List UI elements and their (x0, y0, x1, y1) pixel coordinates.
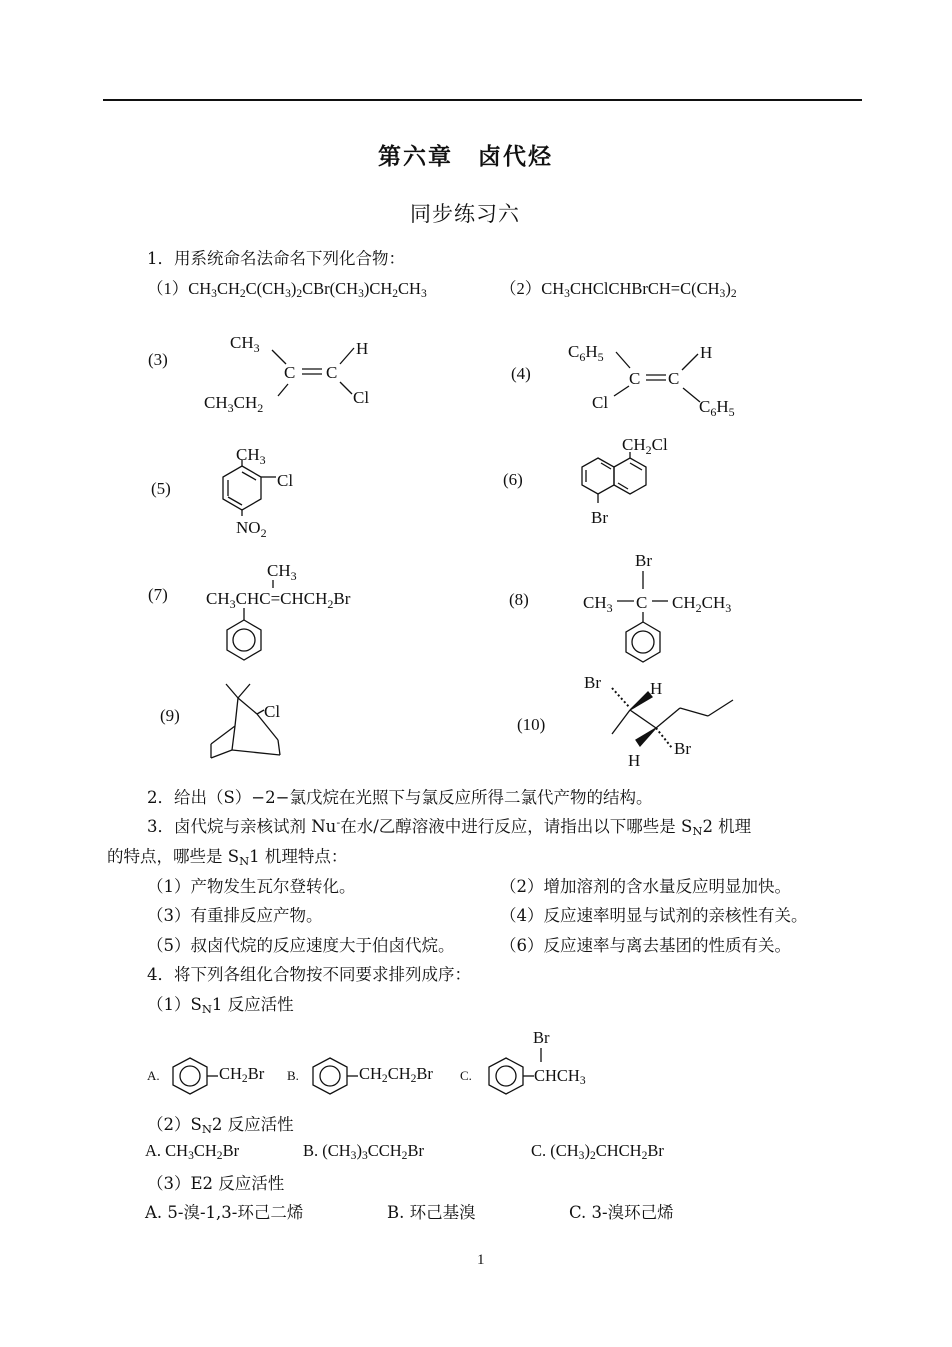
svg-text:Cl: Cl (264, 702, 281, 721)
q1-prompt: 1．用系统命名法命名下列化合物： (147, 249, 405, 268)
q2-text: 2．给出（S）−2−氯戊烷在光照下与氯反应所得二氯代产物的结构。 (147, 788, 653, 807)
q4-label-b: B. (287, 1068, 299, 1083)
structure-5 (223, 445, 293, 540)
svg-text:C: C (326, 363, 338, 382)
q4-sub2-a: A. $CH_3CH_2Br$ (145, 1141, 240, 1162)
q1-label-4: (4) (511, 364, 531, 383)
svg-text:Br: Br (591, 508, 608, 527)
q1-label-10: (10) (517, 715, 546, 734)
svg-text:CH3: $CH_3$ (267, 561, 297, 583)
q4-structure-b (313, 1058, 358, 1094)
q3-line1: 3．卤代烷与亲核试剂 Nu-在水/乙醇溶液中进行反应，请指出以下哪些是 $S_N2$ 机理 (147, 815, 752, 838)
q3-option-1: （1）产物发生瓦尔登转化。 (147, 877, 356, 896)
svg-text:C6H5: $C_6H_5$ (568, 342, 604, 364)
q1-label-7: (7) (148, 585, 168, 604)
svg-text:C: C (636, 593, 648, 612)
q4-sub2-b: B. $(CH_3)_3CCH_2Br$ (303, 1141, 424, 1162)
svg-text:C6H5: $C_6H_5$ (699, 397, 735, 419)
page-number: 1 (477, 1252, 485, 1268)
svg-text:H: H (628, 751, 641, 770)
q4-sub1: $(1)S_N1$ 反应活性 (147, 995, 294, 1016)
q1-formula-1: $(1)CH_3CH_2C(CH_3)_2CBr(CH_3)CH_2CH_3$ (147, 279, 427, 300)
q1-formula-2: $(2)CH_3CHClCHBrCH=C(CH_3)_2$ (500, 279, 737, 300)
q3-line2: 的特点，哪些是 $S_N1$ 机理特点： (107, 847, 348, 868)
q4-formula-b: $CH_2CH_2Br$ (359, 1064, 433, 1085)
q4-sub3: （3）E2 反应活性 (147, 1174, 285, 1193)
q4-formula-c: $CHCH_3$ (534, 1066, 586, 1087)
q4-sub2-c: C. $(CH_3)_2CHCH_2Br$ (531, 1141, 664, 1162)
q1-label-6: (6) (503, 470, 523, 489)
q4-sub3-a: A. 5-溴-1,3-环己二烯 (145, 1203, 304, 1222)
svg-text:Cl: Cl (277, 471, 294, 490)
q4-sub2: $(2)S_N2$ 反应活性 (147, 1115, 294, 1136)
svg-text:CH3: $CH_3$ (583, 593, 613, 615)
structure-4 (568, 342, 735, 419)
structure-8 (583, 551, 731, 662)
q4-formula-c-br: Br (533, 1028, 550, 1047)
svg-text:Br: Br (584, 673, 601, 692)
q1-label-3: (3) (148, 350, 168, 369)
svg-text:H: H (356, 339, 369, 358)
svg-text:CH3CH2: $CH_3CH_2$ (204, 393, 264, 415)
section-title: 同步练习六 (410, 202, 520, 226)
svg-text:C: C (629, 369, 641, 388)
q1-label-9: (9) (160, 706, 180, 725)
q4-sub3-b: B. 环己基溴 (387, 1203, 476, 1222)
svg-text:H: H (700, 343, 713, 362)
svg-text:CH2CH3: $CH_2CH_3$ (672, 593, 732, 615)
q3-option-2: （2）增加溶剂的含水量反应明显加快。 (500, 877, 791, 896)
q4-prompt: 4．将下列各组化合物按不同要求排列成序： (147, 965, 471, 984)
svg-text:H: H (650, 679, 663, 698)
q4-sub3-c: C. 3-溴环己烯 (569, 1203, 674, 1222)
structure-6 (582, 435, 668, 527)
svg-text:Br: Br (674, 739, 691, 758)
q1-label-5: (5) (151, 479, 171, 498)
q4-formula-a: $CH_2Br$ (219, 1064, 265, 1085)
chapter-title: 第六章 卤代烃 (378, 144, 553, 170)
svg-text:Cl: Cl (353, 388, 370, 407)
q4-label-c: C. (460, 1068, 472, 1083)
svg-text:CH3: $CH_3$ (230, 333, 260, 355)
structure-7 (206, 561, 351, 660)
structure-9 (211, 684, 280, 758)
svg-text:CH3CHC=CHCH2Br: $CH_3CHC=CHCH_2Br$ (206, 589, 351, 611)
structure-10 (584, 673, 733, 770)
q3-option-4: （4）反应速率明显与试剂的亲核性有关。 (500, 906, 808, 925)
svg-text:C: C (668, 369, 680, 388)
q4-structure-a (173, 1058, 218, 1094)
q3-option-5: （5）叔卤代烷的反应速度大于伯卤代烷。 (147, 936, 455, 955)
q3-option-3: （3）有重排反应产物。 (147, 906, 323, 925)
svg-text:Cl: Cl (592, 393, 609, 412)
q3-option-6: （6）反应速率与离去基团的性质有关。 (500, 936, 791, 955)
q4-label-a: A. (147, 1068, 160, 1083)
svg-text:CH2Cl: $CH_2Cl$ (622, 435, 668, 457)
q1-label-8: (8) (509, 590, 529, 609)
svg-text:Br: Br (635, 551, 652, 570)
svg-text:NO2: $NO_2$ (236, 518, 267, 540)
structure-3 (204, 333, 369, 415)
svg-text:C: C (284, 363, 296, 382)
svg-text:CH3: $CH_3$ (236, 445, 266, 467)
